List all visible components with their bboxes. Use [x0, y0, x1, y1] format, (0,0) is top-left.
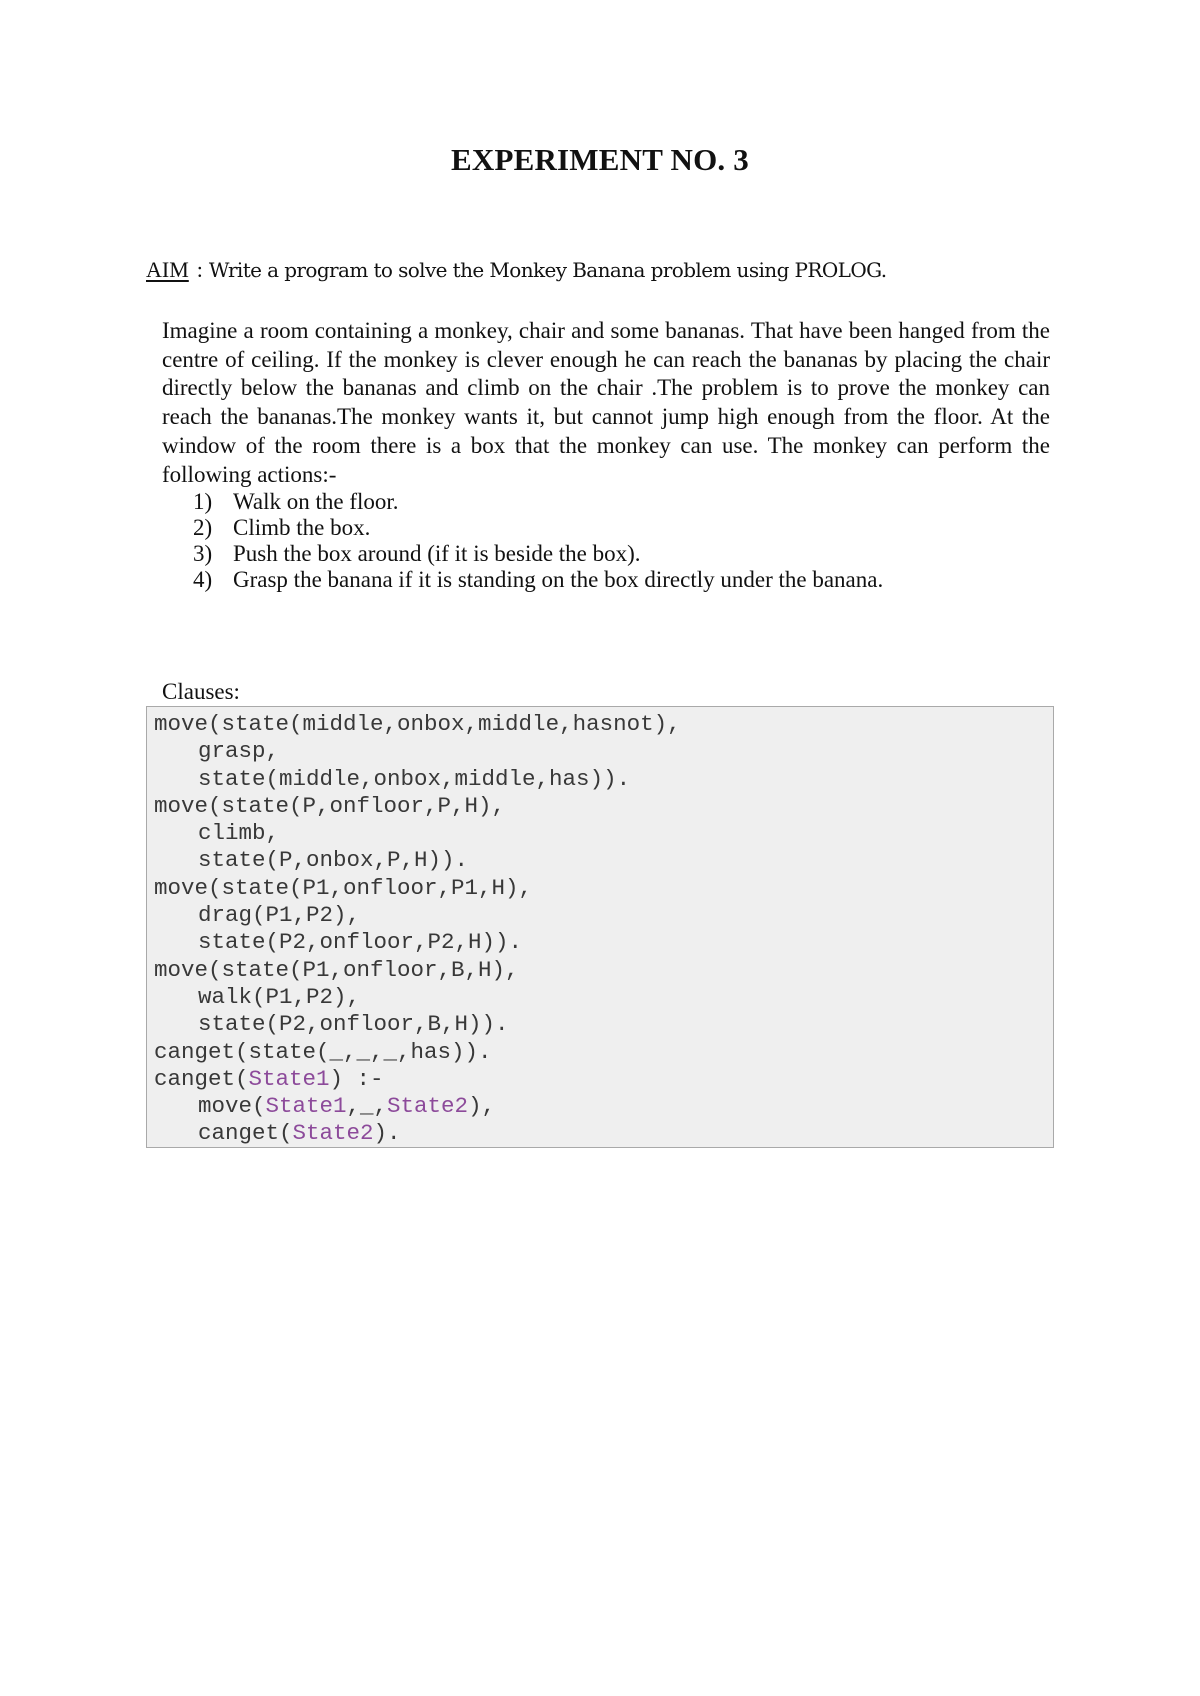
code-line: state(P2,onfloor,B,H)). — [198, 1011, 509, 1038]
code-line: move(state(P1,onfloor,B,H), — [154, 956, 519, 983]
action-text: Grasp the banana if it is standing on the box directly under the banana. — [233, 567, 884, 592]
code-line: move(State1,_,State2), — [198, 1093, 496, 1120]
aim-text: Write a program to solve the Monkey Banana problem using PROLOG. — [208, 258, 887, 282]
action-number: 2) — [193, 515, 213, 540]
action-number: 4) — [193, 567, 213, 592]
code-line: grasp, — [198, 738, 280, 765]
aim-label: AIM — [146, 257, 189, 282]
code-line: drag(P1,P2), — [198, 902, 361, 929]
code-line: move(state(P,onfloor,P,H), — [154, 792, 506, 819]
action-item — [193, 567, 883, 593]
code-line: climb, — [198, 820, 280, 847]
code-line: move(state(middle,onbox,middle,hasnot), — [154, 711, 681, 737]
action-list — [193, 489, 883, 593]
code-variable: State1 — [248, 1065, 330, 1092]
page-title: EXPERIMENT NO. 3 — [450, 142, 750, 177]
code-line: state(P2,onfloor,P2,H)). — [198, 929, 523, 956]
code-line: canget(State2). — [198, 1120, 401, 1147]
code-variable: State1 — [265, 1093, 347, 1120]
code-line: state(P,onbox,P,H)). — [198, 847, 469, 874]
action-text: Push the box around (if it is beside the box). — [233, 541, 641, 566]
code-variable: State2 — [387, 1093, 469, 1120]
code-block — [146, 706, 1054, 1148]
action-item — [193, 489, 883, 515]
code-line: walk(P1,P2), — [198, 983, 361, 1010]
code-line: canget(State1) :- — [154, 1065, 384, 1092]
aim-separator: : — [196, 257, 203, 282]
code-variable: State2 — [292, 1120, 374, 1147]
action-number: 3) — [193, 541, 213, 566]
clauses-heading: Clauses: — [162, 679, 240, 704]
action-text: Walk on the floor. — [233, 489, 399, 514]
code-line: state(middle,onbox,middle,has)). — [198, 765, 631, 792]
action-number: 1) — [193, 489, 213, 514]
problem-description: Imagine a room containing a monkey, chair and some bananas. That have been hanged from the centre of ceiling. If the monkey is clever enough he can reach the bananas by placing the chair directly below the bananas and climb on the chair .The problem is to prove the monkey can reach the bananas.The monkey wants it, but cannot jump high enough from the floor. At the window of the room there is a box that the monkey can use. The monkey can perform the following actions:- — [162, 318, 1050, 487]
code-line: move(state(P1,onfloor,P1,H), — [154, 874, 533, 901]
aim-statement — [146, 257, 887, 283]
action-item — [193, 541, 883, 567]
code-line: canget(state(_,_,_,has)). — [154, 1038, 492, 1065]
action-item — [193, 515, 883, 541]
action-text: Climb the box. — [233, 515, 371, 540]
